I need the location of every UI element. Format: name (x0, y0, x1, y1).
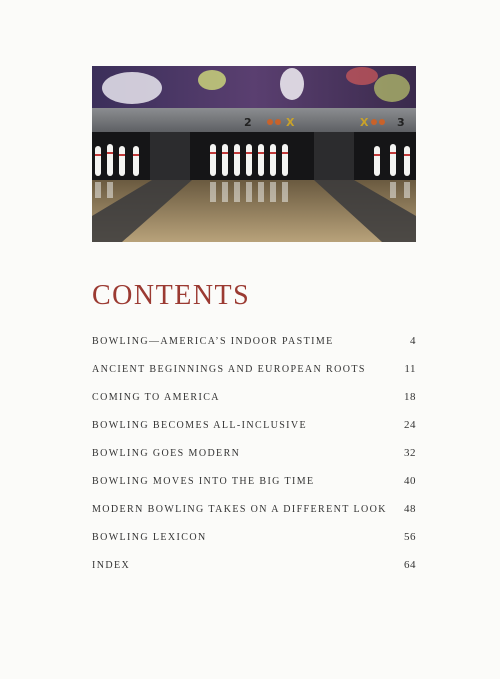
toc-entry-page: 48 (404, 503, 416, 515)
toc-entry-title: BOWLING MOVES INTO THE BIG TIME (92, 476, 315, 487)
toc-entry-title: COMING TO AMERICA (92, 392, 220, 403)
toc-entry-page: 11 (404, 363, 416, 375)
lane-strike-left: X (286, 116, 295, 129)
toc-entry-title: BOWLING BECOMES ALL-INCLUSIVE (92, 420, 308, 431)
toc-entry-page: 56 (404, 531, 416, 543)
toc-entry[interactable] (92, 447, 416, 475)
toc-entry-page: 18 (404, 391, 416, 403)
toc-entry-page: 4 (410, 335, 416, 347)
lane-number-left: 2 (244, 116, 252, 129)
bowling-alley-illustration (92, 66, 416, 242)
page-title: CONTENTS (92, 280, 251, 311)
svg-text:X: X (360, 116, 369, 129)
toc-entry-title: BOWLING GOES MODERN (92, 448, 241, 459)
toc-entry[interactable] (92, 419, 416, 447)
toc-entry-page: 24 (404, 419, 416, 431)
toc-entry-page: 32 (404, 447, 416, 459)
toc-entry-title: INDEX (92, 560, 131, 571)
toc-entry[interactable] (92, 335, 416, 363)
table-of-contents (92, 335, 416, 587)
toc-entry[interactable] (92, 531, 416, 559)
bowling-lanes-photo (92, 66, 416, 242)
toc-entry[interactable] (92, 363, 416, 391)
toc-entry-title: BOWLING LEXICON (92, 532, 207, 543)
toc-entry[interactable] (92, 475, 416, 503)
toc-entry[interactable] (92, 391, 416, 419)
toc-entry-page: 64 (404, 559, 416, 571)
toc-entry-title: BOWLING—AMERICA’S INDOOR PASTIME (92, 336, 334, 347)
toc-entry[interactable] (92, 559, 416, 587)
toc-entry[interactable] (92, 503, 416, 531)
toc-entry-page: 40 (404, 475, 416, 487)
svg-text:3: 3 (397, 116, 405, 129)
toc-entry-title: MODERN BOWLING TAKES ON A DIFFERENT LOOK (92, 504, 387, 515)
toc-entry-title: ANCIENT BEGINNINGS AND EUROPEAN ROOTS (92, 364, 366, 375)
